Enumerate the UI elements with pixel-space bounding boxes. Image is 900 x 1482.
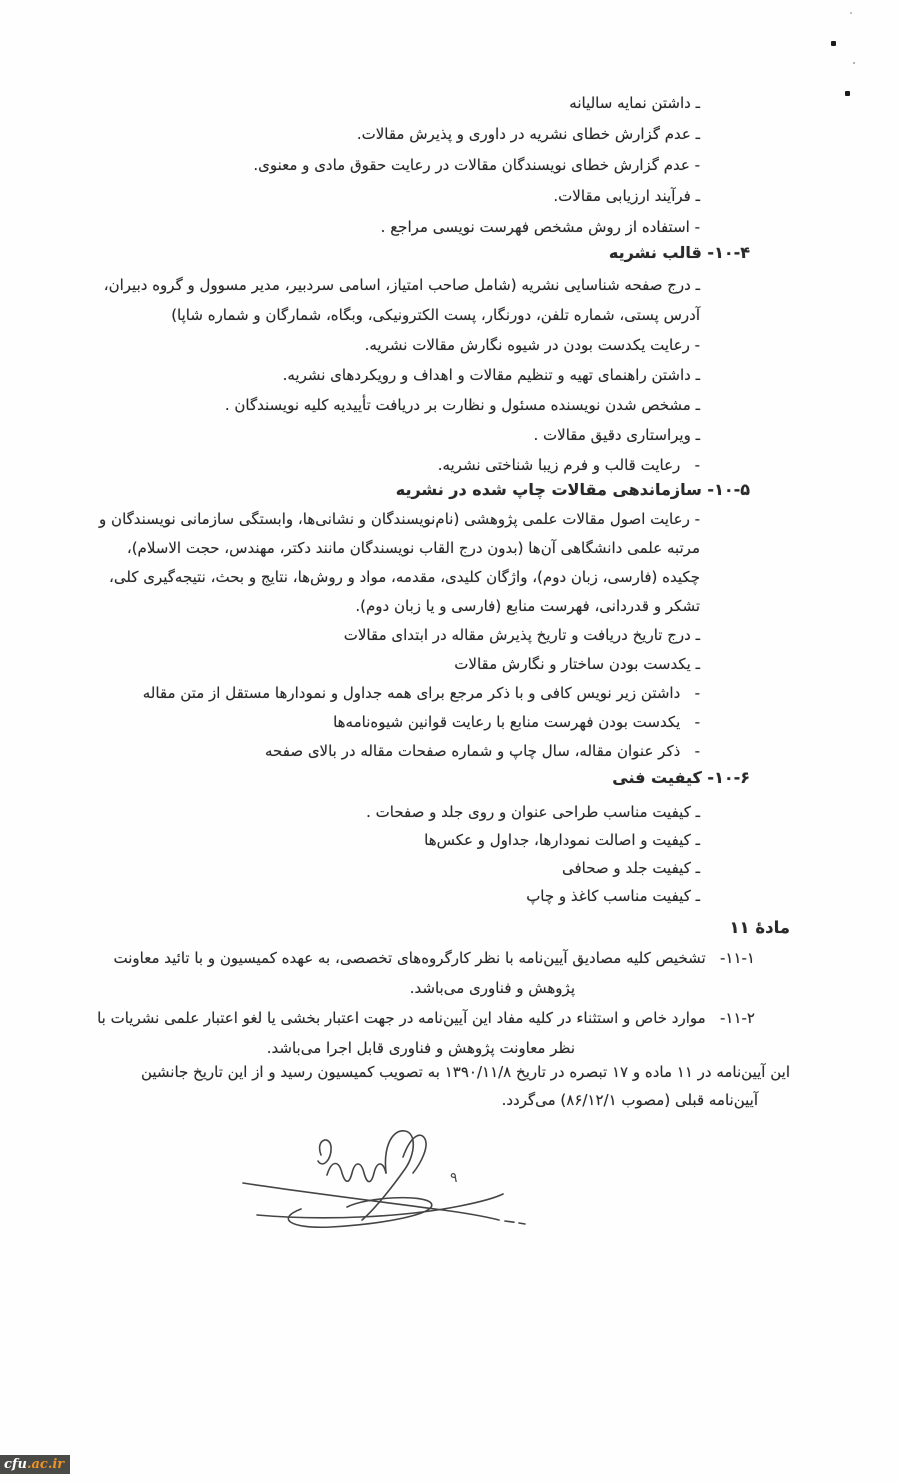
doc-line: ـ کیفیت مناسب طراحی عنوان و روی جلد و صفحات . — [366, 803, 700, 821]
article-11-items — [0, 943, 900, 1063]
doc-line: ـ فرآیند ارزیابی مقالات. — [553, 187, 700, 205]
doc-line: - ذکر عنوان مقاله، سال چاپ و شماره صفحات مقاله در بالای صفحه — [265, 742, 700, 760]
scan-speck — [853, 62, 855, 64]
doc-line: تشکر و قدردانی، فهرست منابع (فارسی و یا زبان دوم). — [355, 597, 700, 615]
watermark-badge — [0, 1455, 70, 1474]
doc-line: ـ درج تاریخ دریافت و تاریخ پذیرش مقاله در ابتدای مقالات — [343, 626, 700, 644]
doc-line: پژوهش و فناوری می‌باشد. — [409, 979, 575, 997]
doc-line: ـ کیفیت جلد و صحافی — [562, 859, 700, 877]
doc-line: ـ داشتن نمایه سالیانه — [569, 94, 700, 112]
doc-line: آیین‌نامه قبلی (مصوب ۸۶/۱۲/۱) می‌گردد. — [501, 1091, 758, 1109]
doc-line: ـ ویراستاری دقیق مقالات . — [533, 426, 700, 444]
scan-speck — [845, 91, 850, 96]
doc-line: - رعایت اصول مقالات علمی پژوهشی (نام‌نویسندگان و نشانی‌ها، وابستگی سازمانی نویسندگان و — [99, 510, 700, 528]
scan-speck — [831, 41, 836, 46]
doc-line: - رعایت قالب و فرم زیبا شناختی نشریه. — [437, 456, 700, 474]
doc-line: ۱۱-۲- موارد خاص و استثناء در کلیه مفاد این آیین‌نامه در جهت اعتبار بخشی یا لغو اعتبار علمی نشریات با — [97, 1009, 755, 1027]
doc-line: مرتبه علمی دانشگاهی آن‌ها (بدون درج القاب نویسندگان مانند دکتر، مهندس، حجت الاسلام)، — [126, 539, 700, 557]
heading-article-11 — [0, 913, 900, 943]
doc-line: ـ یکدست بودن ساختار و نگارش مقالات — [454, 655, 700, 673]
published-articles-organization-list — [0, 505, 900, 766]
doc-line: - یکدست بودن فهرست منابع با رعایت قوانین شیوه‌نامه‌ها — [333, 713, 700, 731]
ratification-paragraph — [0, 1058, 900, 1114]
page-number: ۹ — [450, 1170, 458, 1186]
doc-line: ۱۱-۱- تشخیص کلیه مصادیق آیین‌نامه با نظر کارگروه‌های تخصصی، به عهده کمیسیون و با تائید معاونت — [113, 949, 755, 967]
watermark-text-acir: .ac.ir — [26, 1457, 65, 1472]
doc-line: - عدم گزارش خطای نویسندگان مقالات در رعایت حقوق مادی و معنوی. — [253, 156, 700, 174]
technical-quality-list — [0, 798, 900, 910]
doc-line: این آیین‌نامه در ۱۱ ماده و ۱۷ تبصره در تاریخ ۱۳۹۰/۱۱/۸ به تصویب کمیسیون رسید و از این تاریخ جانشین — [140, 1063, 790, 1081]
doc-line: نظر معاونت پژوهش و فناوری قابل اجرا می‌باشد. — [266, 1039, 575, 1057]
heading-10-6 — [0, 763, 900, 793]
heading-10-5 — [0, 475, 900, 505]
doc-line: ـ درج صفحه شناسایی نشریه (شامل صاحب امتیاز، اسامی سردبیر، مدیر مسوول و گروه دبیران، — [103, 276, 700, 294]
scan-speck — [850, 12, 852, 14]
doc-line: ۱۰-۶- کیفیت فنی — [612, 768, 750, 787]
doc-line: ـ عدم گزارش خطای نشریه در داوری و پذیرش مقالات. — [356, 125, 700, 143]
doc-line: مادۀ ۱۱ — [729, 918, 790, 937]
doc-line: ـ داشتن راهنمای تهیه و تنظیم مقالات و اهداف و رویکردهای نشریه. — [282, 366, 700, 384]
journal-format-list — [0, 270, 900, 480]
doc-line: - استفاده از روش مشخص فهرست نویسی مراجع . — [380, 218, 700, 236]
criteria-continued-list — [0, 88, 900, 243]
doc-line: ـ کیفیت و اصالت نمودارها، جداول و عکس‌ها — [424, 831, 700, 849]
doc-line: - داشتن زیر نویس کافی و با ذکر مرجع برای همه جداول و نمودارها مستقل از متن مقاله — [142, 684, 700, 702]
watermark-text-cfu: cfu — [4, 1457, 27, 1472]
doc-line: - رعایت یکدست بودن در شیوه نگارش مقالات نشریه. — [364, 336, 700, 354]
doc-line: ۱۰-۵- سازماندهی مقالات چاپ شده در نشریه — [395, 480, 750, 499]
doc-line: ۱۰-۴- قالب نشریه — [608, 243, 750, 262]
signature-svg — [235, 1116, 535, 1228]
doc-line: آدرس پستی، شماره تلفن، دورنگار، پست الکترونیکی، وبگاه، شمارگان و شماره شاپا) — [171, 306, 700, 324]
doc-line: ـ مشخص شدن نویسنده مسئول و نظارت بر دریافت تأییدیه کلیه نویسندگان . — [224, 396, 700, 414]
signature-scribble — [235, 1116, 535, 1228]
doc-line: ـ کیفیت مناسب کاغذ و چاپ — [526, 887, 700, 905]
doc-line: چکیده (فارسی، زبان دوم)، واژگان کلیدی، مقدمه، مواد و روش‌ها، نتایج و بحث، نتیجه‌گیری کلی، — [109, 568, 700, 586]
